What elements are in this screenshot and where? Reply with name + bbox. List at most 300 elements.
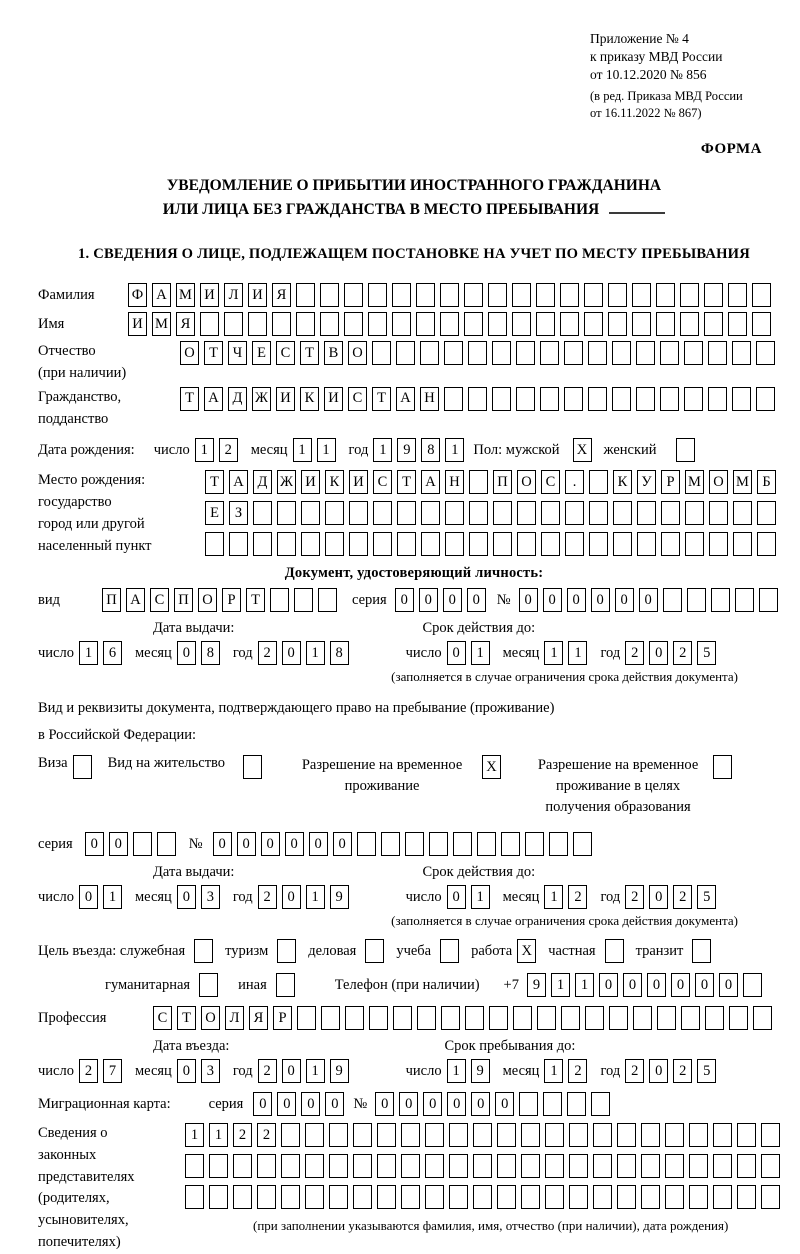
char-cell[interactable] — [257, 1185, 276, 1209]
char-cell[interactable] — [665, 1154, 684, 1178]
char-cell[interactable] — [392, 312, 411, 336]
char-cell[interactable]: 1 — [306, 1059, 325, 1083]
char-cell[interactable] — [469, 532, 488, 556]
char-cell[interactable] — [445, 532, 464, 556]
char-cell[interactable] — [516, 387, 535, 411]
char-cell[interactable] — [325, 532, 344, 556]
char-cell[interactable] — [185, 1154, 204, 1178]
char-cell[interactable]: 2 — [257, 1123, 276, 1147]
char-cell[interactable]: 0 — [719, 973, 738, 997]
char-cell[interactable] — [537, 1006, 556, 1030]
purpose-private-checkbox[interactable] — [605, 939, 624, 963]
char-cell[interactable]: А — [229, 470, 248, 494]
char-cell[interactable]: 1 — [185, 1123, 204, 1147]
char-cell[interactable] — [349, 501, 368, 525]
char-cell[interactable] — [257, 1154, 276, 1178]
char-cell[interactable] — [569, 1154, 588, 1178]
char-cell[interactable] — [567, 1092, 586, 1116]
char-cell[interactable]: 0 — [447, 641, 466, 665]
char-cell[interactable]: И — [324, 387, 343, 411]
char-cell[interactable] — [752, 312, 771, 336]
char-cell[interactable] — [468, 341, 487, 365]
char-cell[interactable]: 0 — [282, 641, 301, 665]
char-cell[interactable] — [377, 1185, 396, 1209]
char-cell[interactable] — [233, 1154, 252, 1178]
char-cell[interactable] — [497, 1123, 516, 1147]
char-cell[interactable] — [761, 1123, 780, 1147]
char-cell[interactable]: А — [396, 387, 415, 411]
char-cell[interactable]: 9 — [330, 1059, 349, 1083]
char-cell[interactable]: 5 — [697, 885, 716, 909]
char-cell[interactable]: 9 — [527, 973, 546, 997]
char-cell[interactable] — [305, 1123, 324, 1147]
char-cell[interactable]: 2 — [673, 641, 692, 665]
char-cell[interactable] — [425, 1185, 444, 1209]
char-cell[interactable]: 1 — [306, 641, 325, 665]
char-cell[interactable] — [543, 1092, 562, 1116]
char-cell[interactable]: 0 — [333, 832, 352, 856]
char-cell[interactable] — [545, 1185, 564, 1209]
char-cell[interactable]: С — [150, 588, 169, 612]
char-cell[interactable]: Ч — [228, 341, 247, 365]
char-cell[interactable] — [752, 283, 771, 307]
char-cell[interactable] — [684, 387, 703, 411]
char-cell[interactable] — [525, 832, 544, 856]
char-cell[interactable]: Т — [246, 588, 265, 612]
char-cell[interactable] — [665, 1185, 684, 1209]
char-cell[interactable]: Ж — [277, 470, 296, 494]
char-cell[interactable] — [301, 501, 320, 525]
char-cell[interactable]: 0 — [375, 1092, 394, 1116]
char-cell[interactable] — [420, 341, 439, 365]
char-cell[interactable]: А — [421, 470, 440, 494]
char-cell[interactable] — [396, 341, 415, 365]
char-cell[interactable] — [728, 283, 747, 307]
char-cell[interactable] — [637, 501, 656, 525]
char-cell[interactable]: 1 — [471, 885, 490, 909]
char-cell[interactable]: 2 — [673, 885, 692, 909]
char-cell[interactable] — [200, 312, 219, 336]
char-cell[interactable] — [661, 532, 680, 556]
char-cell[interactable]: 2 — [258, 641, 277, 665]
char-cell[interactable] — [713, 1123, 732, 1147]
char-cell[interactable] — [737, 1185, 756, 1209]
char-cell[interactable] — [469, 501, 488, 525]
char-cell[interactable] — [493, 501, 512, 525]
char-cell[interactable] — [329, 1123, 348, 1147]
char-cell[interactable] — [501, 832, 520, 856]
char-cell[interactable]: 0 — [261, 832, 280, 856]
char-cell[interactable] — [416, 312, 435, 336]
char-cell[interactable] — [377, 1123, 396, 1147]
char-cell[interactable] — [464, 312, 483, 336]
char-cell[interactable] — [540, 387, 559, 411]
char-cell[interactable] — [429, 832, 448, 856]
char-cell[interactable] — [305, 1154, 324, 1178]
char-cell[interactable] — [492, 341, 511, 365]
sex-female-checkbox[interactable] — [676, 438, 695, 462]
char-cell[interactable] — [536, 312, 555, 336]
purpose-business-checkbox[interactable] — [365, 939, 384, 963]
temp-residence-edu-checkbox[interactable] — [713, 755, 732, 779]
char-cell[interactable]: 5 — [697, 641, 716, 665]
char-cell[interactable]: С — [541, 470, 560, 494]
char-cell[interactable] — [705, 1006, 724, 1030]
char-cell[interactable] — [680, 283, 699, 307]
char-cell[interactable] — [377, 1154, 396, 1178]
char-cell[interactable] — [449, 1154, 468, 1178]
char-cell[interactable] — [421, 532, 440, 556]
char-cell[interactable] — [233, 1185, 252, 1209]
char-cell[interactable] — [732, 387, 751, 411]
char-cell[interactable] — [440, 283, 459, 307]
char-cell[interactable]: О — [180, 341, 199, 365]
char-cell[interactable] — [632, 283, 651, 307]
char-cell[interactable]: О — [201, 1006, 220, 1030]
char-cell[interactable] — [743, 973, 762, 997]
char-cell[interactable]: А — [126, 588, 145, 612]
char-cell[interactable]: 2 — [258, 1059, 277, 1083]
visa-checkbox[interactable] — [73, 755, 92, 779]
char-cell[interactable]: 1 — [544, 641, 563, 665]
char-cell[interactable] — [689, 1185, 708, 1209]
char-cell[interactable] — [468, 387, 487, 411]
char-cell[interactable] — [636, 341, 655, 365]
char-cell[interactable]: Л — [224, 283, 243, 307]
char-cell[interactable]: Д — [253, 470, 272, 494]
char-cell[interactable] — [421, 501, 440, 525]
char-cell[interactable]: 1 — [551, 973, 570, 997]
char-cell[interactable] — [281, 1154, 300, 1178]
char-cell[interactable]: Т — [180, 387, 199, 411]
char-cell[interactable]: И — [248, 283, 267, 307]
char-cell[interactable] — [248, 312, 267, 336]
char-cell[interactable]: 7 — [103, 1059, 122, 1083]
char-cell[interactable] — [296, 312, 315, 336]
char-cell[interactable] — [224, 312, 243, 336]
char-cell[interactable]: 0 — [471, 1092, 490, 1116]
char-cell[interactable] — [660, 387, 679, 411]
char-cell[interactable] — [711, 588, 730, 612]
char-cell[interactable] — [513, 1006, 532, 1030]
char-cell[interactable] — [473, 1185, 492, 1209]
char-cell[interactable] — [585, 1006, 604, 1030]
char-cell[interactable]: С — [153, 1006, 172, 1030]
char-cell[interactable] — [663, 588, 682, 612]
char-cell[interactable] — [381, 832, 400, 856]
char-cell[interactable] — [637, 532, 656, 556]
char-cell[interactable] — [560, 312, 579, 336]
char-cell[interactable] — [656, 283, 675, 307]
char-cell[interactable] — [541, 501, 560, 525]
char-cell[interactable] — [608, 283, 627, 307]
char-cell[interactable]: 0 — [301, 1092, 320, 1116]
char-cell[interactable]: М — [152, 312, 171, 336]
char-cell[interactable]: 0 — [213, 832, 232, 856]
char-cell[interactable] — [519, 1092, 538, 1116]
char-cell[interactable]: Т — [372, 387, 391, 411]
char-cell[interactable]: У — [637, 470, 656, 494]
char-cell[interactable]: 0 — [399, 1092, 418, 1116]
char-cell[interactable] — [294, 588, 313, 612]
char-cell[interactable] — [440, 312, 459, 336]
char-cell[interactable]: И — [200, 283, 219, 307]
char-cell[interactable] — [588, 387, 607, 411]
char-cell[interactable]: 0 — [591, 588, 610, 612]
char-cell[interactable] — [545, 1123, 564, 1147]
char-cell[interactable]: 1 — [445, 438, 464, 462]
purpose-official-checkbox[interactable] — [194, 939, 213, 963]
char-cell[interactable]: А — [152, 283, 171, 307]
char-cell[interactable] — [593, 1123, 612, 1147]
char-cell[interactable] — [709, 532, 728, 556]
char-cell[interactable]: 0 — [567, 588, 586, 612]
char-cell[interactable] — [401, 1185, 420, 1209]
char-cell[interactable]: О — [198, 588, 217, 612]
char-cell[interactable]: 0 — [623, 973, 642, 997]
sex-male-checkbox[interactable]: X — [573, 438, 592, 462]
char-cell[interactable] — [373, 501, 392, 525]
residence-permit-checkbox[interactable] — [243, 755, 262, 779]
char-cell[interactable] — [464, 283, 483, 307]
char-cell[interactable] — [253, 532, 272, 556]
char-cell[interactable] — [665, 1123, 684, 1147]
char-cell[interactable] — [708, 387, 727, 411]
char-cell[interactable] — [488, 283, 507, 307]
char-cell[interactable] — [633, 1006, 652, 1030]
char-cell[interactable] — [573, 832, 592, 856]
char-cell[interactable] — [753, 1006, 772, 1030]
purpose-work-checkbox[interactable]: X — [517, 939, 536, 963]
char-cell[interactable] — [593, 1154, 612, 1178]
char-cell[interactable] — [185, 1185, 204, 1209]
char-cell[interactable]: Р — [661, 470, 680, 494]
char-cell[interactable] — [521, 1154, 540, 1178]
char-cell[interactable]: 2 — [233, 1123, 252, 1147]
char-cell[interactable]: 2 — [258, 885, 277, 909]
char-cell[interactable] — [569, 1123, 588, 1147]
char-cell[interactable]: 2 — [673, 1059, 692, 1083]
char-cell[interactable]: 9 — [330, 885, 349, 909]
char-cell[interactable]: 9 — [471, 1059, 490, 1083]
char-cell[interactable] — [453, 832, 472, 856]
char-cell[interactable]: 1 — [195, 438, 214, 462]
char-cell[interactable] — [608, 312, 627, 336]
char-cell[interactable] — [512, 283, 531, 307]
char-cell[interactable]: Я — [272, 283, 291, 307]
char-cell[interactable]: 5 — [697, 1059, 716, 1083]
char-cell[interactable]: С — [373, 470, 392, 494]
char-cell[interactable] — [681, 1006, 700, 1030]
char-cell[interactable] — [368, 312, 387, 336]
char-cell[interactable] — [473, 1123, 492, 1147]
char-cell[interactable]: 1 — [306, 885, 325, 909]
char-cell[interactable]: М — [733, 470, 752, 494]
char-cell[interactable]: 0 — [671, 973, 690, 997]
char-cell[interactable] — [609, 1006, 628, 1030]
char-cell[interactable]: 0 — [85, 832, 104, 856]
char-cell[interactable] — [521, 1123, 540, 1147]
char-cell[interactable] — [321, 1006, 340, 1030]
purpose-humanitarian-checkbox[interactable] — [199, 973, 218, 997]
char-cell[interactable] — [469, 470, 488, 494]
char-cell[interactable] — [612, 341, 631, 365]
char-cell[interactable]: 0 — [309, 832, 328, 856]
char-cell[interactable]: П — [102, 588, 121, 612]
char-cell[interactable]: 0 — [282, 1059, 301, 1083]
char-cell[interactable] — [737, 1154, 756, 1178]
char-cell[interactable]: 0 — [109, 832, 128, 856]
char-cell[interactable] — [405, 832, 424, 856]
char-cell[interactable] — [613, 532, 632, 556]
char-cell[interactable] — [732, 341, 751, 365]
char-cell[interactable] — [657, 1006, 676, 1030]
char-cell[interactable]: 0 — [285, 832, 304, 856]
char-cell[interactable] — [641, 1185, 660, 1209]
char-cell[interactable] — [318, 588, 337, 612]
char-cell[interactable]: 0 — [649, 885, 668, 909]
char-cell[interactable] — [733, 501, 752, 525]
char-cell[interactable] — [759, 588, 778, 612]
char-cell[interactable] — [372, 341, 391, 365]
char-cell[interactable] — [373, 532, 392, 556]
char-cell[interactable] — [560, 283, 579, 307]
char-cell[interactable]: 0 — [79, 885, 98, 909]
char-cell[interactable] — [540, 341, 559, 365]
char-cell[interactable]: 0 — [649, 1059, 668, 1083]
char-cell[interactable]: П — [493, 470, 512, 494]
char-cell[interactable] — [401, 1123, 420, 1147]
char-cell[interactable] — [444, 387, 463, 411]
char-cell[interactable] — [277, 501, 296, 525]
char-cell[interactable] — [591, 1092, 610, 1116]
char-cell[interactable]: 1 — [447, 1059, 466, 1083]
char-cell[interactable]: 0 — [695, 973, 714, 997]
char-cell[interactable] — [684, 341, 703, 365]
char-cell[interactable] — [641, 1154, 660, 1178]
char-cell[interactable] — [253, 501, 272, 525]
char-cell[interactable] — [704, 312, 723, 336]
char-cell[interactable] — [541, 532, 560, 556]
char-cell[interactable] — [344, 283, 363, 307]
char-cell[interactable] — [281, 1185, 300, 1209]
char-cell[interactable]: Л — [225, 1006, 244, 1030]
char-cell[interactable] — [632, 312, 651, 336]
char-cell[interactable] — [613, 501, 632, 525]
char-cell[interactable]: 1 — [317, 438, 336, 462]
char-cell[interactable] — [133, 832, 152, 856]
char-cell[interactable] — [549, 832, 568, 856]
char-cell[interactable] — [497, 1185, 516, 1209]
char-cell[interactable]: Я — [249, 1006, 268, 1030]
char-cell[interactable] — [589, 501, 608, 525]
char-cell[interactable] — [353, 1154, 372, 1178]
char-cell[interactable] — [465, 1006, 484, 1030]
char-cell[interactable]: Д — [228, 387, 247, 411]
char-cell[interactable]: 2 — [568, 1059, 587, 1083]
char-cell[interactable] — [393, 1006, 412, 1030]
char-cell[interactable]: Я — [176, 312, 195, 336]
char-cell[interactable]: 3 — [201, 1059, 220, 1083]
char-cell[interactable]: К — [325, 470, 344, 494]
char-cell[interactable]: Н — [420, 387, 439, 411]
char-cell[interactable]: 0 — [325, 1092, 344, 1116]
char-cell[interactable]: Р — [222, 588, 241, 612]
char-cell[interactable] — [593, 1185, 612, 1209]
char-cell[interactable] — [685, 532, 704, 556]
char-cell[interactable]: 6 — [103, 641, 122, 665]
char-cell[interactable] — [353, 1185, 372, 1209]
char-cell[interactable] — [497, 1154, 516, 1178]
char-cell[interactable] — [713, 1154, 732, 1178]
char-cell[interactable] — [441, 1006, 460, 1030]
char-cell[interactable]: 0 — [519, 588, 538, 612]
char-cell[interactable]: 1 — [471, 641, 490, 665]
char-cell[interactable]: 8 — [201, 641, 220, 665]
char-cell[interactable] — [708, 341, 727, 365]
char-cell[interactable] — [661, 501, 680, 525]
char-cell[interactable] — [296, 283, 315, 307]
char-cell[interactable] — [757, 532, 776, 556]
char-cell[interactable] — [301, 532, 320, 556]
char-cell[interactable] — [735, 588, 754, 612]
char-cell[interactable]: 2 — [625, 885, 644, 909]
char-cell[interactable] — [368, 283, 387, 307]
char-cell[interactable]: Т — [397, 470, 416, 494]
char-cell[interactable] — [425, 1154, 444, 1178]
char-cell[interactable]: 2 — [625, 641, 644, 665]
char-cell[interactable] — [565, 532, 584, 556]
char-cell[interactable]: 1 — [79, 641, 98, 665]
purpose-tourism-checkbox[interactable] — [277, 939, 296, 963]
char-cell[interactable] — [512, 312, 531, 336]
char-cell[interactable]: П — [174, 588, 193, 612]
char-cell[interactable]: З — [229, 501, 248, 525]
purpose-other-checkbox[interactable] — [276, 973, 295, 997]
char-cell[interactable]: А — [204, 387, 223, 411]
char-cell[interactable] — [417, 1006, 436, 1030]
char-cell[interactable] — [689, 1123, 708, 1147]
char-cell[interactable] — [353, 1123, 372, 1147]
char-cell[interactable] — [320, 312, 339, 336]
char-cell[interactable] — [589, 532, 608, 556]
char-cell[interactable] — [445, 501, 464, 525]
char-cell[interactable]: 0 — [649, 641, 668, 665]
char-cell[interactable]: 1 — [544, 885, 563, 909]
char-cell[interactable] — [349, 532, 368, 556]
char-cell[interactable]: О — [348, 341, 367, 365]
char-cell[interactable] — [272, 312, 291, 336]
char-cell[interactable] — [761, 1154, 780, 1178]
char-cell[interactable] — [617, 1154, 636, 1178]
char-cell[interactable] — [205, 532, 224, 556]
char-cell[interactable] — [425, 1123, 444, 1147]
char-cell[interactable]: Е — [205, 501, 224, 525]
char-cell[interactable] — [473, 1154, 492, 1178]
char-cell[interactable]: 0 — [467, 588, 486, 612]
char-cell[interactable]: К — [300, 387, 319, 411]
char-cell[interactable] — [617, 1185, 636, 1209]
char-cell[interactable] — [536, 283, 555, 307]
char-cell[interactable] — [588, 341, 607, 365]
char-cell[interactable] — [488, 312, 507, 336]
char-cell[interactable]: О — [517, 470, 536, 494]
char-cell[interactable]: 0 — [647, 973, 666, 997]
char-cell[interactable] — [320, 283, 339, 307]
char-cell[interactable] — [397, 532, 416, 556]
char-cell[interactable]: 8 — [421, 438, 440, 462]
char-cell[interactable] — [656, 312, 675, 336]
